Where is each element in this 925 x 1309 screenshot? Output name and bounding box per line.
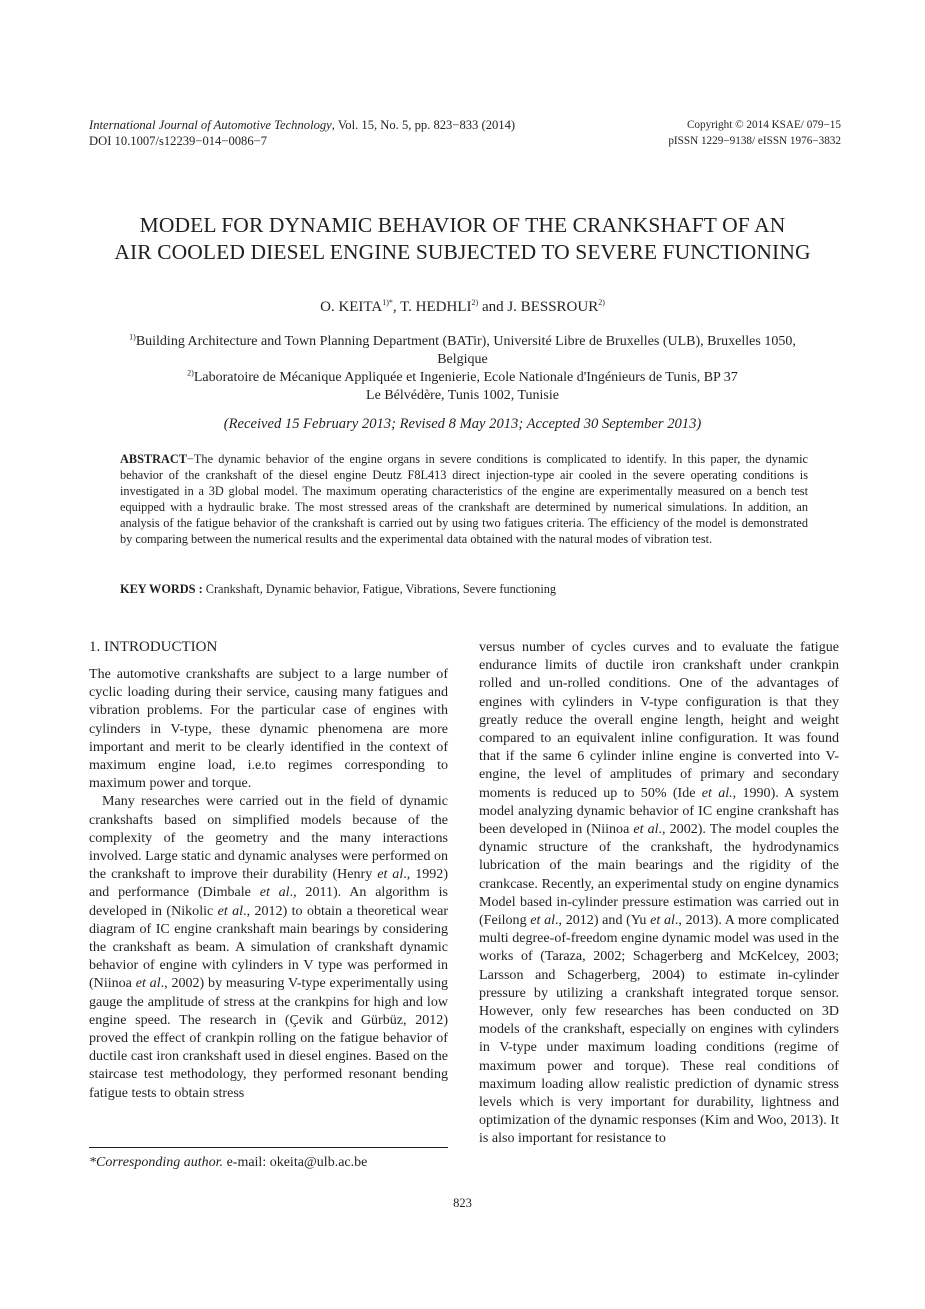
copyright: Copyright © 2014 KSAE/ 079−15	[686, 119, 841, 131]
text-run-italic: et al	[135, 975, 161, 992]
keywords	[120, 582, 808, 597]
text-run: versus number of cycles curves and to evaluate the fatigue endurance limits of ductile iron crankshaft under crankpin rolled and un-rolled conditions. One of the advantages of engines with cylinders in V-type configuration is that they greatly reduce the overall engine length, height and weight compared to an equivalent inline configuration. It was found that if the same 6 cylinder inline engine is converted into V-engine, the level of amplitudes of primary and secondary moments is reduced up to 50% (Ide	[479, 639, 839, 801]
affiliation-1	[80, 333, 845, 351]
text-run: 1990). A system model analyzing dynamic behavior of IC engine crankshaft has been developed in (Niinoa	[479, 784, 839, 838]
page-number: 823	[453, 1196, 472, 1210]
left-column	[89, 638, 448, 1102]
author-3: and J. BESSROUR	[478, 299, 599, 315]
text-run: ., 2011). An algorithm is developed in (Nikolic	[89, 884, 448, 919]
keywords-label: KEY WORDS :	[120, 582, 206, 596]
right-column	[479, 638, 839, 1148]
section-heading: 1. INTRODUCTION	[89, 639, 218, 655]
text-run-italic: et al	[530, 912, 556, 929]
title-line-1: MODEL FOR DYNAMIC BEHAVIOR OF THE CRANKSHAFT OF AN	[139, 213, 786, 237]
text-run: ., 2012) to obtain a theoretical wear diagram of IC engine crankshaft main bearings by considering the crankshaft as beam. A simulation of crankshaft dynamic behavior of engine with cylinders in V type was performed in (Niinoa	[89, 902, 449, 992]
footnote-rule	[89, 1147, 448, 1148]
title-line-2: AIR COOLED DIESEL ENGINE SUBJECTED TO SEVERE FUNCTIONING	[114, 240, 811, 264]
abstract-text: −The dynamic behavior of the engine organs in severe conditions is complicated to identify. In this paper, the dynamic behavior of the crankshaft of the diesel engine Deutz F8L413 direct injection-type air cooled in the severe operating conditions is investigated in a 3D global model. The maximum operating characteristics of the engine are experimentally measured on a bench test equipped with a hydraulic brake. The most stressed areas of the crankshaft are determined by numerical simulations. In addition, an analysis of the fatigue behavior of the crankshaft is carried out by using two fatigues criteria. The efficiency of the model is demonstrated by comparing between the numerical results and the experimental data obtained with the natural modes of vibration test.	[120, 452, 808, 547]
text-run-italic: et al	[259, 884, 290, 901]
copyright-block	[560, 117, 841, 149]
text-run-italic: et al	[377, 866, 404, 883]
author-list	[60, 299, 865, 316]
journal-citation	[89, 117, 609, 133]
intro-paragraph-1: The automotive crankshafts are subject to a large number of cyclic loading during their service, causing many fatigues and vibration problems. For the particular case of engines with cylinders in V-type, these dynamic phenomena are more important and merit to be clearly identified in the context of maximum engine load, i.e.to regimes corresponding to maximum power and torque.	[89, 666, 448, 792]
received-dates: (Received 15 February 2013; Revised 8 May 2013; Accepted 30 September 2013)	[223, 416, 702, 432]
volume-pages: , Vol. 15, No. 5, pp. 823−833 (2014)	[331, 118, 516, 132]
text-run: ., 2002) by measuring V-type experimentally using gauge the amplitude of stress at the crankpins for high and low engine speed. The research in (Çevik and Gürbüz, 2012) proved the effect of crankpin rolling on the fatigue behavior of ductile cast iron crankshaft used in diesel engines. Based on the staircase test methodology, they performed resonant bending fatigue tests to obtain stress	[89, 975, 449, 1101]
footnote-label: *Corresponding author.	[89, 1155, 224, 1170]
footnote-text: e-mail: okeita@ulb.ac.be	[223, 1155, 368, 1170]
text-run: ., 2012) and (Yu	[555, 912, 651, 929]
doi: DOI 10.1007/s12239−014−0086−7	[89, 134, 268, 148]
keywords-text: Crankshaft, Dynamic behavior, Fatigue, Vibrations, Severe functioning	[205, 582, 557, 596]
text-run: ., 1992) and performance (Dimbale	[89, 866, 448, 901]
affiliation-2-marker: 2)	[187, 368, 194, 378]
text-run-italic: et al	[633, 821, 659, 838]
text-run-italic: et al	[217, 902, 244, 919]
affiliation-1-text: Building Architecture and Town Planning Department (BATir), Université Libre de Bruxelles (ULB), Bruxelles 1050,	[135, 334, 796, 349]
text-run-italic: et al.,	[701, 784, 737, 801]
footnote	[89, 1155, 448, 1171]
author-1-affil: 1)*	[382, 298, 393, 307]
text-run-italic: et al	[650, 912, 675, 929]
intro-paragraph-2-cont	[479, 638, 839, 1148]
text-run: ., 2002). The model couples the dynamic structure of the crankshaft, the hydrodynamics lubrication of the main bearings and the rigidity of the crankcase. Recently, an experimental study on engine dynamics Model based in-cylinder pressure estimation was carried out in (Feilong	[479, 821, 840, 929]
author-1: O. KEITA	[320, 299, 383, 315]
intro-paragraph-2	[89, 792, 448, 1101]
affiliations	[80, 333, 845, 405]
affiliation-2-cont: Le Bélvédère, Tunis 1002, Tunisie	[366, 388, 559, 403]
author-2: , T. HEDHLI	[392, 299, 472, 315]
author-3-affil: 2)	[598, 298, 605, 307]
abstract-label: ABSTRACT	[120, 452, 187, 466]
journal-name: International Journal of Automotive Technology	[89, 118, 332, 132]
affiliation-2	[80, 369, 845, 387]
author-2-affil: 2)	[471, 298, 479, 307]
journal-header	[89, 117, 609, 149]
text-run: ., 2013). A more complicated multi degree-of-freedom engine dynamic model was used in the works of (Taraza, 2002; Schagerberg and McKelcey, 2003; Larsson and Schagerberg, 2004) to estimate in-cylinder pressure by utilizing a crankshaft integrated torque sensor. However, only few researches has been conducted on 3D models of the crankshaft, especially on engines with cylinders in V-type under maximum loading conditions (regime of maximum power and torque). These real conditions of maximum loading allow realistic prediction of dynamic stress levels which is very important for durability, lightness and optimization of the dynamic responses (Kim and Woo, 2013). It is also important for resistance to	[479, 912, 839, 1147]
affiliation-2-text: Laboratoire de Mécanique Appliquée et Ingenierie, Ecole Nationale d'Ingénieurs de Tunis, BP 37	[193, 370, 738, 385]
affiliation-1-marker: 1)	[129, 332, 136, 342]
issn: pISSN 1229−9138/ eISSN 1976−3832	[668, 135, 841, 147]
affiliation-1-cont: Belgique	[437, 352, 488, 367]
text-run: Many researches were carried out in the field of dynamic crankshafts based on simplified models because of the complexity of the geometry and the many interactions involved. Large static and dynamic analyses were performed on the crankshaft to improve their durability (Henry	[89, 793, 448, 883]
abstract	[120, 451, 808, 548]
paper-title	[60, 212, 865, 266]
